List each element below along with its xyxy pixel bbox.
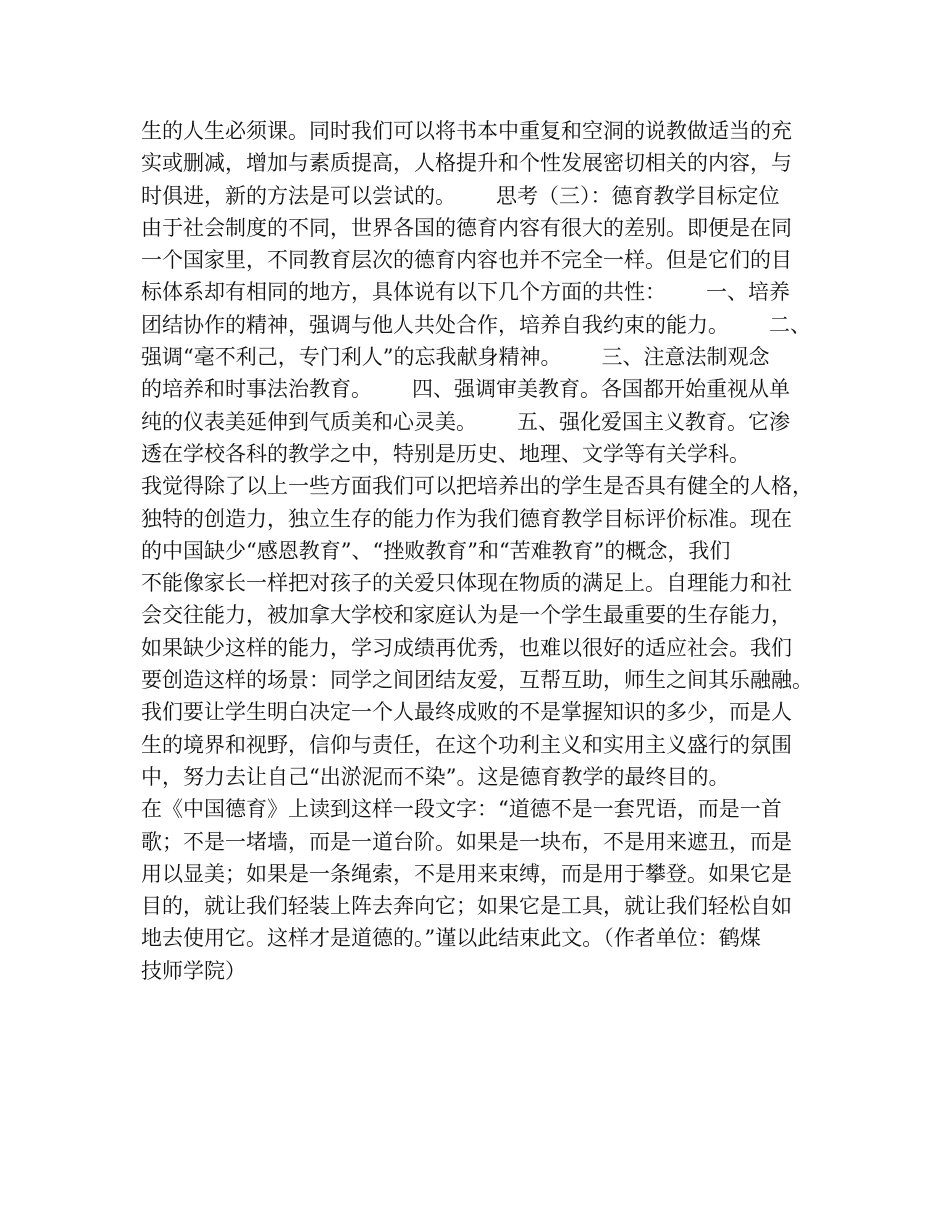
text-line: 生的境界和视野，信仰与责任，在这个功利主义和实用主义盛行的氛围 — [141, 732, 792, 757]
text-line: 团结协作的精神，强调与他人共处合作，培养自我约束的能力。 二、 — [141, 312, 812, 337]
text-line: 的中国缺少“感恩教育”、“挫败教育”和“苦难教育”的概念，我们 — [141, 538, 731, 563]
text-line: 不能像家长一样把对孩子的关爱只体现在物质的满足上。自理能力和社 — [141, 571, 792, 596]
text-line: 地去使用它。这样才是道德的。”谨以此结束此文。（作者单位：鹤煤 — [141, 926, 761, 951]
text-line: 中，努力去让自己“出淤泥而不染”。这是德育教学的最终目的。 — [141, 764, 730, 789]
text-line: 独特的创造力，独立生存的能力作为我们德育教学目标评价标准。现在 — [141, 506, 792, 531]
text-line: 由于社会制度的不同，世界各国的德育内容有很大的差别。即便是在同 — [141, 215, 792, 240]
body-text — [141, 115, 841, 987]
text-line: 会交往能力，被加拿大学校和家庭认为是一个学生最重要的生存能力， — [141, 603, 792, 628]
text-line: 在《中国德育》上读到这样一段文字：“道德不是一套咒语，而是一首 — [141, 797, 782, 822]
text-line: 生的人生必须课。同时我们可以将书本中重复和空洞的说教做适当的充 — [141, 119, 792, 143]
text-line: 透在学校各科的教学之中，特别是历史、地理、文学等有关学科。 — [141, 441, 750, 466]
text-line: 目的，就让我们轻装上阵去奔向它；如果它是工具，就让我们轻松自如 — [141, 894, 792, 919]
text-line: 一个国家里，不同教育层次的德育内容也并不完全一样。但是它们的目 — [141, 248, 792, 273]
text-line: 标体系却有相同的地方，具体说有以下几个方面的共性： 一、培养 — [141, 280, 791, 305]
text-line: 技师学院） — [141, 958, 246, 983]
text-line: 要创造这样的场景：同学之间团结友爱，互帮互助，师生之间其乐融融。 — [141, 668, 813, 693]
text-line: 的培养和时事法治教育。 四、强调审美教育。各国都开始重视从单 — [141, 377, 791, 402]
text-line: 歌；不是一堵墙，而是一道台阶。如果是一块布，不是用来遮丑，而是 — [141, 829, 792, 854]
text-line: 强调“毫不利己，专门利人”的忘我献身精神。 三、注意法制观念 — [141, 345, 770, 370]
text-line: 我们要让学生明白决定一个人最终成败的不是掌握知识的多少，而是人 — [141, 700, 792, 725]
text-line: 纯的仪表美延伸到气质美和心灵美。 五、强化爱国主义教育。它渗 — [141, 409, 791, 434]
text-line: 实或删减，增加与素质提高，人格提升和个性发展密切相关的内容，与 — [141, 151, 792, 176]
text-line: 用以显美；如果是一条绳索，不是用来束缚，而是用于攀登。如果它是 — [141, 861, 792, 886]
text-line: 如果缺少这样的能力，学习成绩再优秀，也难以很好的适应社会。我们 — [141, 635, 792, 660]
text-line: 我觉得除了以上一些方面我们可以把培养出的学生是否具有健全的人格， — [141, 474, 813, 499]
text-line: 时俱进，新的方法是可以尝试的。 思考（三）：德育教学目标定位 — [141, 183, 780, 208]
